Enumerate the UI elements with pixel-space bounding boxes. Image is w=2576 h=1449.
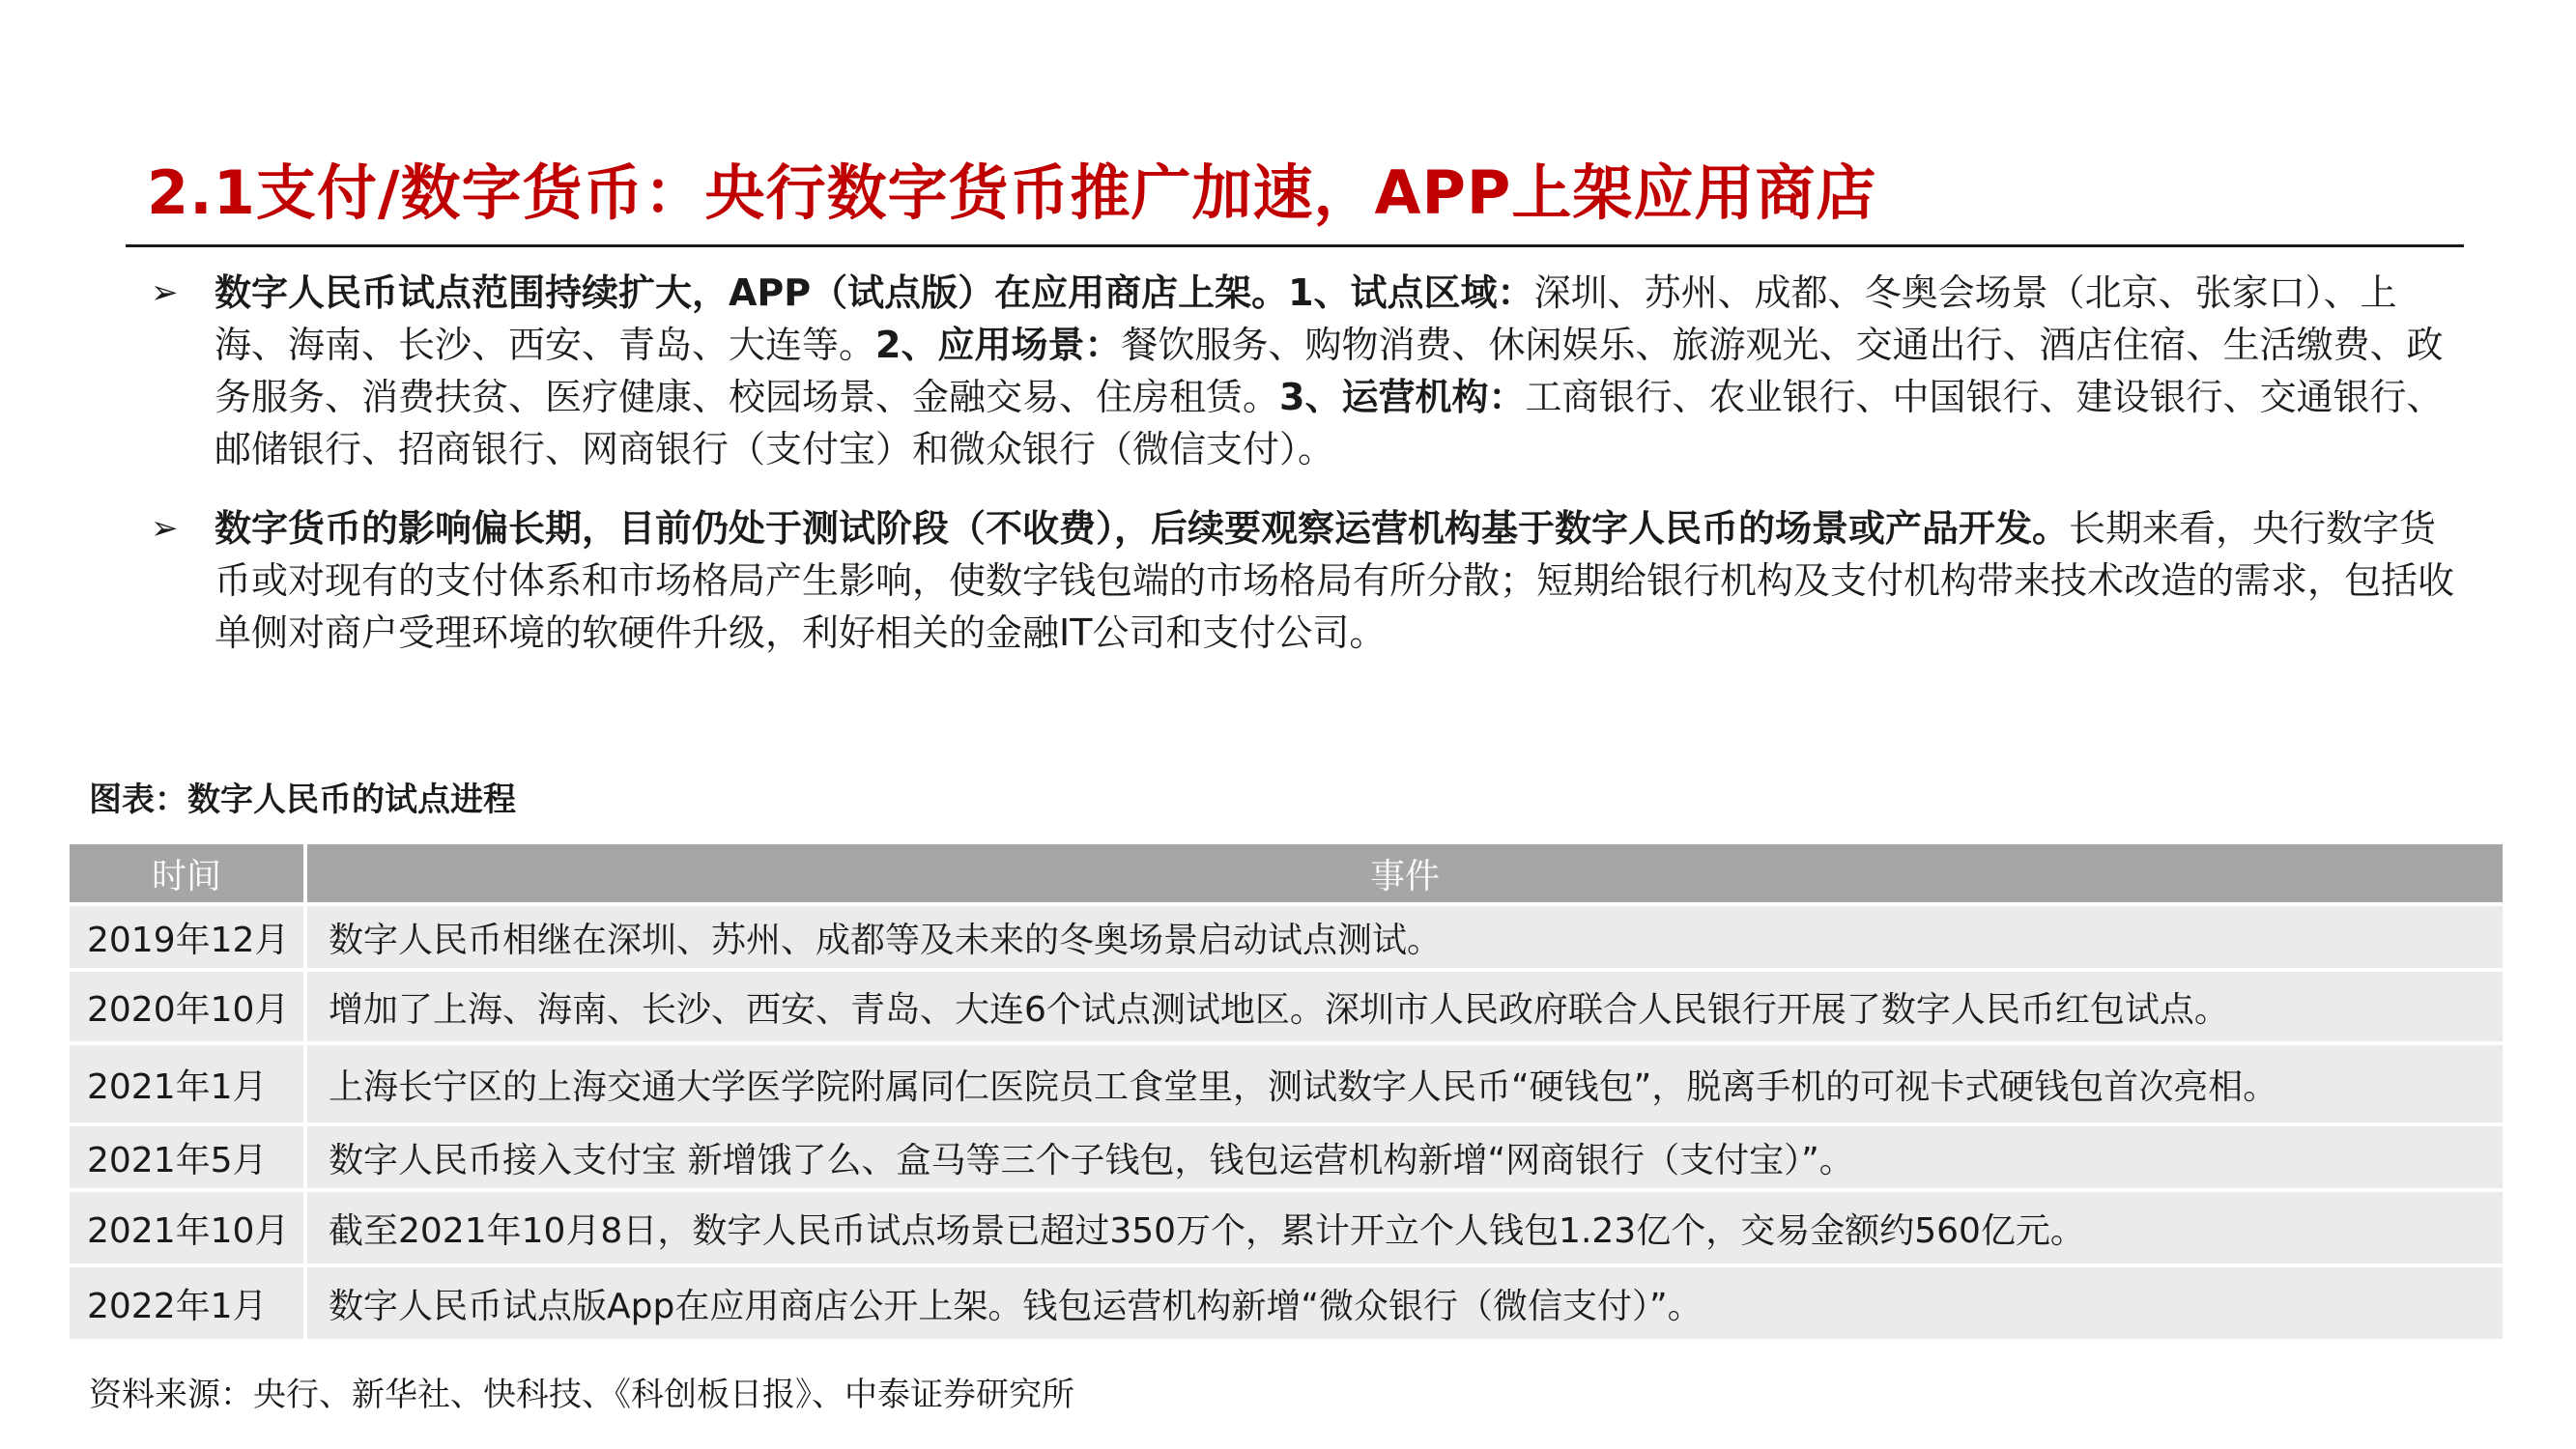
bullet-bold: 数字人民币试点范围持续扩大，APP（试点版）在应用商店上架。1、试点区域： — [215, 271, 1534, 314]
bullet-text: 长期来看，央行数字货币或对现有的支付体系和市场格局产生影响，使数字钱包端的市场格局有所分散；短期给银行机构及支付机构带来技术改造的需求，包括收单侧对商户受理环境的软硬件升级，利好相关的金融IT公司和支付公司。 — [215, 507, 2455, 654]
arrow-bullet-icon: ➢ — [151, 273, 179, 312]
cell-event: 上海长宁区的上海交通大学医学院附属同仁医院员工食堂里，测试数字人民币“硬钱包”，脱离手机的可视卡式硬钱包首次亮相。 — [307, 1041, 2503, 1122]
arrow-bullet-icon: ➢ — [151, 509, 179, 548]
cell-time: 2021年10月 — [70, 1188, 307, 1264]
bullet-bold: 3、运营机构： — [1279, 376, 1526, 418]
cell-time: 2021年1月 — [70, 1041, 307, 1122]
page-title: 2.1支付/数字货币：央行数字货币推广加速，APP上架应用商店 — [147, 157, 1877, 228]
cell-event: 截至2021年10月8日，数字人民币试点场景已超过350万个，累计开立个人钱包1.23亿个，交易金额约560亿元。 — [307, 1188, 2503, 1264]
table-header-row — [70, 844, 2503, 902]
cell-event: 数字人民币接入支付宝 新增饿了么、盒马等三个子钱包，钱包运营机构新增“网商银行（支付宝）”。 — [307, 1122, 2503, 1188]
bullet-bold: 2、应用场景： — [875, 324, 1122, 366]
bullet-bold: 数字货币的影响偏长期，目前仍处于测试阶段（不收费），后续要观察运营机构基于数字人民币的场景或产品开发。 — [215, 507, 2070, 550]
cell-event: 数字人民币相继在深圳、苏州、成都等及未来的冬奥场景启动试点测试。 — [307, 902, 2503, 968]
column-header-event: 事件 — [307, 844, 2503, 902]
table-row — [70, 1264, 2503, 1339]
table-row — [70, 1122, 2503, 1188]
bullet-text: 深圳、苏州、成都、冬奥会场景（北京、张家口）、上海、海南、长沙、西安、青岛、大连等。 — [215, 271, 2397, 366]
bullet-item — [147, 502, 2466, 659]
pilot-timeline-table — [70, 844, 2503, 1339]
cell-time: 2019年12月 — [70, 902, 307, 968]
cell-time: 2022年1月 — [70, 1264, 307, 1339]
bullet-item — [147, 267, 2466, 475]
source-note: 资料来源：央行、新华社、快科技、《科创板日报》、中泰证券研究所 — [89, 1376, 1074, 1414]
bullet-text: 餐饮服务、购物消费、休闲娱乐、旅游观光、交通出行、酒店住宿、生活缴费、政务服务、消费扶贫、医疗健康、校园场景、金融交易、住房租赁。 — [215, 324, 2444, 418]
cell-event: 增加了上海、海南、长沙、西安、青岛、大连6个试点测试地区。深圳市人民政府联合人民银行开展了数字人民币红包试点。 — [307, 968, 2503, 1041]
column-header-time: 时间 — [70, 844, 307, 902]
table-caption: 图表：数字人民币的试点进程 — [89, 781, 516, 819]
cell-time: 2021年5月 — [70, 1122, 307, 1188]
bullet-list — [147, 267, 2466, 686]
table-row — [70, 968, 2503, 1041]
table-row — [70, 1188, 2503, 1264]
cell-time: 2020年10月 — [70, 968, 307, 1041]
title-divider — [126, 244, 2464, 247]
table-row — [70, 902, 2503, 968]
bullet-text: 工商银行、农业银行、中国银行、建设银行、交通银行、邮储银行、招商银行、网商银行（支付宝）和微众银行（微信支付）。 — [215, 376, 2444, 470]
table-row — [70, 1041, 2503, 1122]
cell-event: 数字人民币试点版App在应用商店公开上架。钱包运营机构新增“微众银行（微信支付）”。 — [307, 1264, 2503, 1339]
